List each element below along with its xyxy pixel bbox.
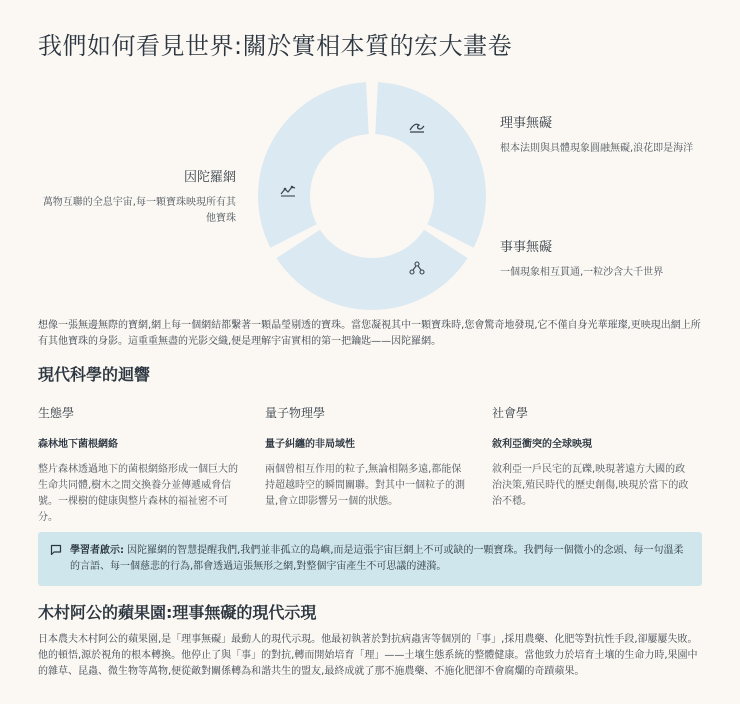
column-subheading: 量子糾纏的非局域性	[265, 439, 355, 450]
label-lishi-title: 理事無礙	[500, 116, 553, 131]
column-ecology	[38, 404, 238, 526]
intro-paragraph: 想像一張無邊無際的寶網,網上每一個網結都繫著一顆晶瑩剔透的寶珠。當您凝視其中一顆寶珠時,您會驚奇地發現,它不僅自身光華璀璨,更映現出網上所有其他寶珠的身影。這重重無盡的光影交織,便是理解宇宙實相的第一把鑰匙——因陀羅網。	[38, 320, 701, 347]
segment-lishi	[375, 82, 486, 248]
column-heading: 生態學	[38, 406, 75, 420]
label-shishi	[500, 236, 663, 281]
label-indra-title: 因陀羅網	[183, 170, 236, 185]
column-quantum	[265, 404, 465, 510]
section2-heading: 木村阿公的蘋果園:理事無礙的現代示現	[38, 603, 317, 622]
label-indra-desc: 萬物互聯的全息宇宙,每一顆寶珠映現所有其他寶珠	[42, 197, 236, 224]
column-sociology	[492, 404, 692, 510]
learner-note-label: 學習者啟示:	[70, 545, 124, 556]
science-heading: 現代科學的迴響	[38, 365, 151, 384]
segment-indra	[258, 82, 369, 248]
label-shishi-title: 事事無礙	[500, 240, 553, 255]
section2-paragraph: 日本農夫木村阿公的蘋果園,是「理事無礙」最動人的現代示現。他最初執著於對抗病蟲害等個別的「事」,採用農藥、化肥等對抗性手段,卻屢屢失敗。他的頓悟,源於視角的根本轉換。他停止了與「事」的對抗,轉而開始培育「理」——土壤生態系統的整體健康。當他致力於培育土壤的生命力時,果園中的雜草、昆蟲、微生物等萬物,便從敵對關係轉為和諧共生的盟友,最終成就了那不施農藥、不施化肥卻不會腐爛的奇蹟蘋果。	[38, 634, 698, 677]
column-text: 兩個曾相互作用的粒子,無論相隔多遠,都能保持超越時空的瞬間關聯。對其中一個粒子的測量,會立即影響另一個的狀態。	[265, 464, 465, 507]
column-heading: 社會學	[492, 406, 529, 420]
column-subheading: 敘利亞衝突的全球映現	[492, 439, 592, 450]
learner-note-body: 因陀羅網的智慧提醒我們,我們並非孤立的島嶼,而是這張宇宙巨網上不可或缺的一顆寶珠。我們每一個微小的念頭、每一句溫柔的言語、每一個慈悲的行為,都會透過這張無形之網,對整個宇宙產生不可思議的漣漪。	[70, 545, 684, 572]
label-shishi-desc: 一個現象相互貫通,一粒沙含大千世界	[500, 267, 664, 278]
column-subheading: 森林地下菌根網絡	[38, 439, 118, 450]
column-heading: 量子物理學	[265, 406, 326, 420]
page-title: 我們如何看見世界:關於實相本質的宏大畫卷	[38, 32, 513, 60]
comment-icon	[50, 544, 62, 556]
column-text: 整片森林透過地下的菌根網絡形成一個巨大的生命共同體,樹木之間交換養分並傳遞威脅信號。一棵樹的健康與整片森林的福祉密不可分。	[38, 464, 238, 523]
label-lishi-desc: 根本法則與具體現象圓融無礙,浪花即是海洋	[500, 143, 694, 154]
donut-diagram	[252, 76, 492, 316]
learner-note-text	[70, 543, 690, 575]
label-lishi	[500, 112, 693, 157]
segment-shishi	[276, 230, 467, 310]
label-indra	[38, 166, 236, 227]
learner-note	[38, 532, 702, 586]
column-text: 敘利亞一戶民宅的瓦礫,映現著遠方大國的政治決策,殖民時代的歷史創傷,映現於當下的政治不穩。	[492, 464, 689, 507]
